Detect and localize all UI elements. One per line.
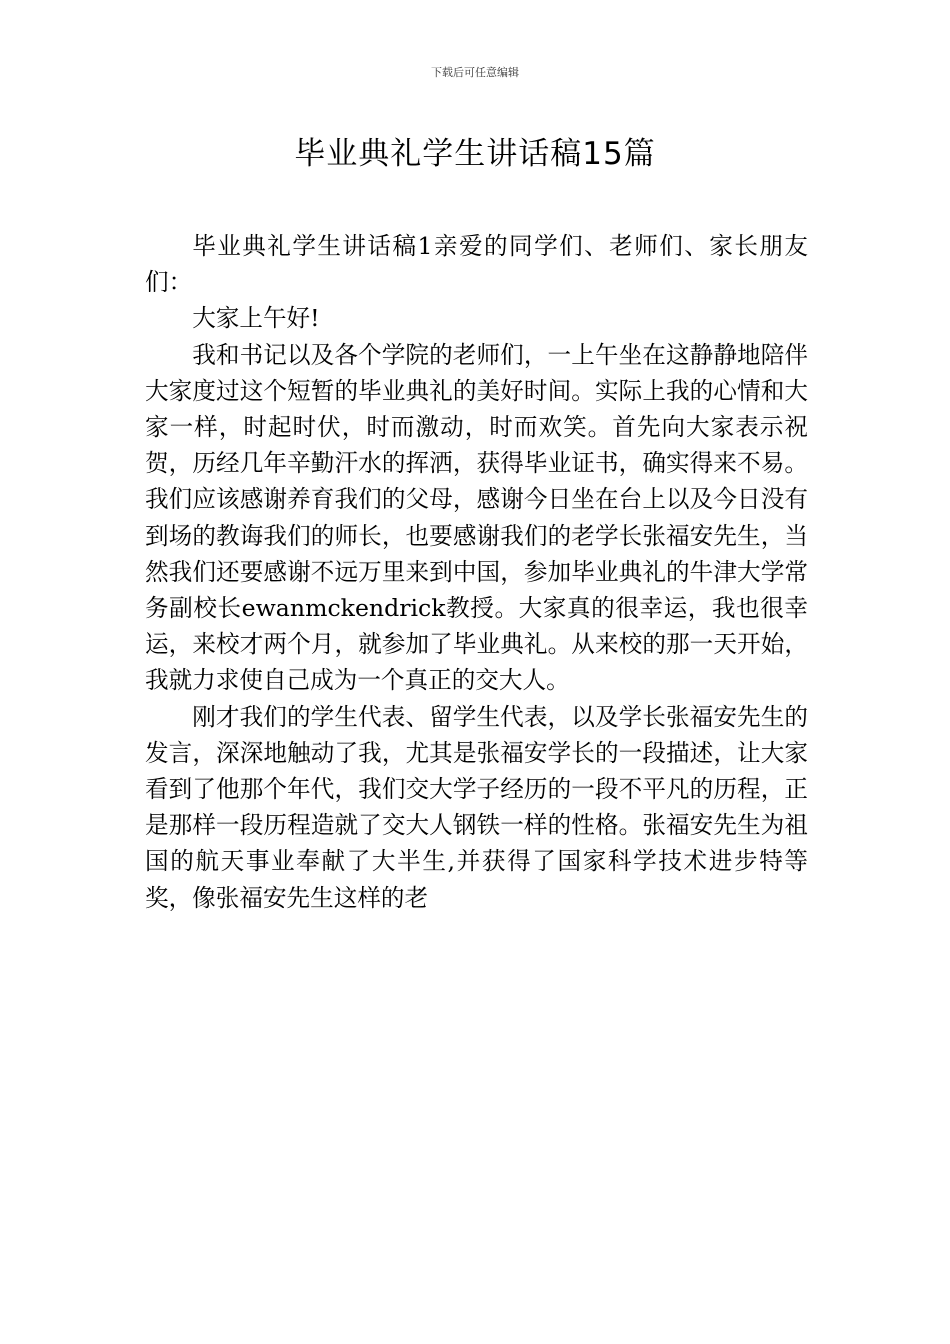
document-body (145, 228, 808, 916)
paragraph: 刚才我们的学生代表、留学生代表，以及学长张福安先生的发言，深深地触动了我，尤其是张福安学长的一段描述，让大家看到了他那个年代，我们交大学子经历的一段不平凡的历程，正是那样一段历程造就了交大人钢铁一样的性格。张福安先生为祖国的航天事业奉献了大半生,并获得了国家科学技术进步特等奖，像张福安先生这样的老 (145, 702, 808, 912)
paragraph: 我和书记以及各个学院的老师们，一上午坐在这静静地陪伴大家度过这个短暂的毕业典礼的美好时间。实际上我的心情和大家一样，时起时伏，时而激动，时而欢笑。首先向大家表示祝贺，历经几年辛勤汗水的挥洒，获得毕业证书，确实得来不易。我们应该感谢养育我们的父母，感谢今日坐在台上以及今日没有到场的教诲我们的师长，也要感谢我们的老学长张福安先生，当然我们还要感谢不远万里来到中国，参加毕业典礼的牛津大学常务副校长ewanmckendrick教授。大家真的很幸运，我也很幸运，来校才两个月，就参加了毕业典礼。从来校的那一天开始，我就力求使自己成为一个真正的交大人。 (145, 340, 808, 695)
paragraph: 大家上午好! (192, 304, 320, 333)
header-note: 下载后可任意编辑 (431, 66, 519, 79)
paragraph: 毕业典礼学生讲话稿1亲爱的同学们、老师们、家长朋友们： (145, 232, 808, 297)
document-title: 毕业典礼学生讲话稿15篇 (294, 136, 656, 172)
